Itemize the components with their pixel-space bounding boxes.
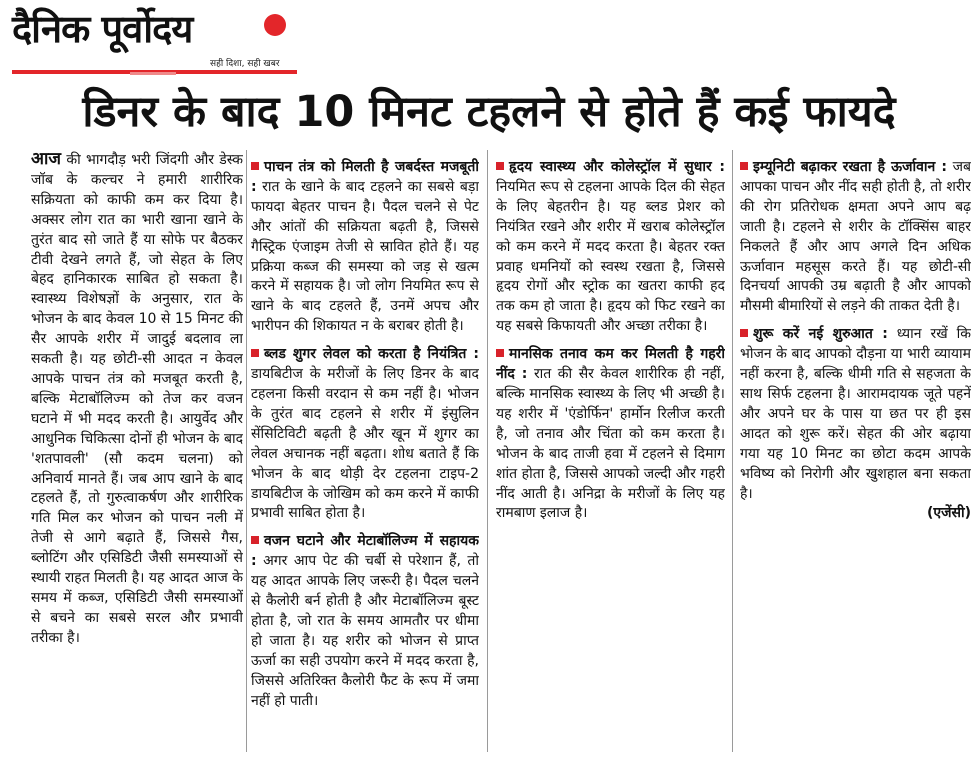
article-intro [31,150,243,649]
section-bullet-icon [251,162,259,170]
section-heart-health [496,158,725,337]
logo-sun-icon [264,14,286,36]
section-bullet-icon [740,162,748,170]
masthead [12,6,297,74]
column-divider [732,150,733,752]
section-heading: मानसिक तनाव कम कर मिलती है गहरी नींद : [496,346,725,383]
section-body: ध्यान रखें कि भोजन के बाद आपको दौड़ना या भारी व्यायाम नहीं करना है, बल्कि धीमी गति से सहजता के साथ सिर्फ टहलना है। आरामदायक जूते पहनें और अपने घर के पास या छत पर ही इस आदत को शुरू करें। सेहत की ओर बढ़ाया गया यह 10 मिनट का छोटा कदम आपके भविष्य को निरोगी और खुशहाल बना सकता है। [740,326,971,502]
section-weight-loss [251,532,479,711]
column-divider [246,150,247,752]
section-body: जब आपका पाचन और नींद सही होती है, तो शरीर की रोग प्रतिरोधक क्षमता अपने आप बढ़ जाती है। टहलने से शरीर के टॉक्सिंस बाहर निकलते हैं और आप अगले दिन अधिक ऊर्जावान महसूस करते हैं। यह छोटी-सी दिनचर्या आपकी उम्र बढ़ाती है और आपको मौसमी बीमारियों से लड़ने की ताकत देती है। [740,159,971,315]
section-body: डायबिटीज के मरीजों के लिए डिनर के बाद टहलना किसी वरदान से कम नहीं है। भोजन के तुरंत बाद टहलने से शरीर में इंसुलिन सेंसिटिविटी बढ़ती है और खून में शुगर का लेवल अचानक नहीं बढ़ता। शोध बताते हैं कि भोजन के बाद थोड़ी देर टहलना टाइप-2 डायबिटीज के जोखिम को कम करने में काफी प्रभावी साबित होता है। [251,366,479,522]
section-immunity [740,158,971,317]
masthead-subrule [130,72,176,75]
section-body: रात की सैर केवल शारीरिक ही नहीं, बल्कि मानसिक स्वास्थ्य के लिए भी अच्छी है। यह शरीर में 'एंडोर्फिन' हार्मोन रिलीज करती है, जो तनाव और चिंता को कम करता है। भोजन के बाद ताजी हवा में टहलने से दिमाग शांत होता है, जिससे आपको जल्दी और गहरी नींद आती है। अनिद्रा के मरीजों के लिए यह रामबाण इलाज है। [496,366,725,522]
column-1 [31,150,243,755]
section-new-beginning [740,325,971,504]
section-body: रात के खाने के बाद टहलने का सबसे बड़ा फायदा बेहतर पाचन है। पैदल चलने से पेट और आंतों की सक्रियता बढ़ती है, जिससे गैस्ट्रिक एंजाइम तेजी से स्रावित होते हैं। यह प्रक्रिया कब्ज की समस्या को जड़ से खत्म करने में सहायक है। जो लोग नियमित रूप से खाने के बाद टहलते हैं, उनमें अपच और भारीपन की शिकायत न के बराबर होती है। [251,178,479,335]
column-divider [487,150,488,752]
logo-tagline: सही दिशा, सही खबर [210,59,280,69]
section-body: नियमित रूप से टहलना आपके दिल की सेहत के लिए बेहतरीन है। यह ब्लड प्रेशर को नियंत्रित रखने और शरीर में खराब कोलेस्ट्रॉल को कम करने में मदद करता है। बेहतर रक्त प्रवाह धमनियों को स्वस्थ रखता है, जिससे हृदय रोगों और स्ट्रोक का खतरा काफी हद तक कम हो जाता है। हृदय को फिट रखने का यह सबसे किफायती और अच्छा तरीका है। [496,178,725,335]
section-bullet-icon [740,329,748,337]
column-2 [251,150,479,755]
section-digestion [251,158,479,337]
column-3 [496,150,725,755]
section-mental-stress [496,345,725,524]
section-heading: पाचन तंत्र को मिलती है जबर्दस्त मजबूती : [251,159,479,195]
section-bullet-icon [496,349,504,357]
section-bullet-icon [251,536,259,544]
section-heading: इम्यूनिटी बढ़ाकर रखता है ऊर्जावान : [753,159,947,175]
section-heading: शुरू करें नई शुरुआत : [753,326,888,343]
article-headline: डिनर के बाद 10 मिनट टहलने से होते हैं कई फायदे [82,87,896,137]
section-bullet-icon [496,162,504,170]
column-4 [740,150,971,755]
section-heading: ब्लड शुगर लेवल को करता है नियंत्रित : [264,346,479,363]
section-bullet-icon [251,349,259,357]
section-body: अगर आप पेट की चर्बी से परेशान हैं, तो यह आदत आपके लिए जरूरी है। पैदल चलने से कैलोरी बर्न होती है और मेटाबॉलिज्म बूस्ट होता है, जो रात के समय आमतौर पर धीमा हो जाता है। यह शरीर को भोजन से प्राप्त ऊर्जा का सही उपयोग करने में मदद करता है, जिससे अतिरिक्त कैलोरी फैट के रूप में जमा नहीं हो पाती। [251,553,479,709]
section-heading: हृदय स्वास्थ्य और कोलेस्ट्रॉल में सुधार : [509,159,725,175]
intro-text: की भागदौड़ भरी जिंदगी और डेस्क जॉब के कल्चर ने हमारी शारीरिक सक्रियता को काफी कम कर दिया है। अक्सर लोग रात का भारी खाना खाने के तुरंत बाद सो जाते हैं या सोफे पर बैठकर टीवी देखने लगते हैं, जो सेहत के लिए बेहद हानिकारक साबित हो सकता है। स्वास्थ्य विशेषज्ञों के अनुसार, रात के भोजन के बाद केवल 10 से 15 मिनट की सैर आपके शरीर में जादुई बदलाव ला सकती है। यह छोटी-सी आदत न केवल आपके पाचन तंत्र को मजबूत करती है, बल्कि मेटाबॉलिज्म को तेज कर वजन घटाने में भी मदद करती है। आयुर्वेद और आधुनिक चिकित्सा दोनों ही भोजन के बाद 'शतपावली' (सौ कदम चलना) को अनिवार्य मानते हैं। जब आप खाने के बाद टहलते हैं, तो गुरुत्वाकर्षण और शारीरिक गति मिल कर भोजन को पाचन नली में तेजी से आगे बढ़ाते हैं, जिससे गैस, ब्लोटिंग और एसिडिटी जैसी समस्याओं से स्थायी राहत मिलती है। यह आदत आज के समय में कब्ज, एसिडिटी जैसी समस्याओं से बचने का सबसे सरल और प्रभावी तरीका है। [31,152,243,646]
newspaper-logo: दैनिक पूर्वोदय [12,7,193,51]
section-blood-sugar [251,345,479,524]
lead-word: आज [31,150,61,169]
section-heading: वजन घटाने और मेटाबॉलिज्म में सहायक : [251,533,479,570]
agency-credit: (एजेंसी) [926,505,971,522]
